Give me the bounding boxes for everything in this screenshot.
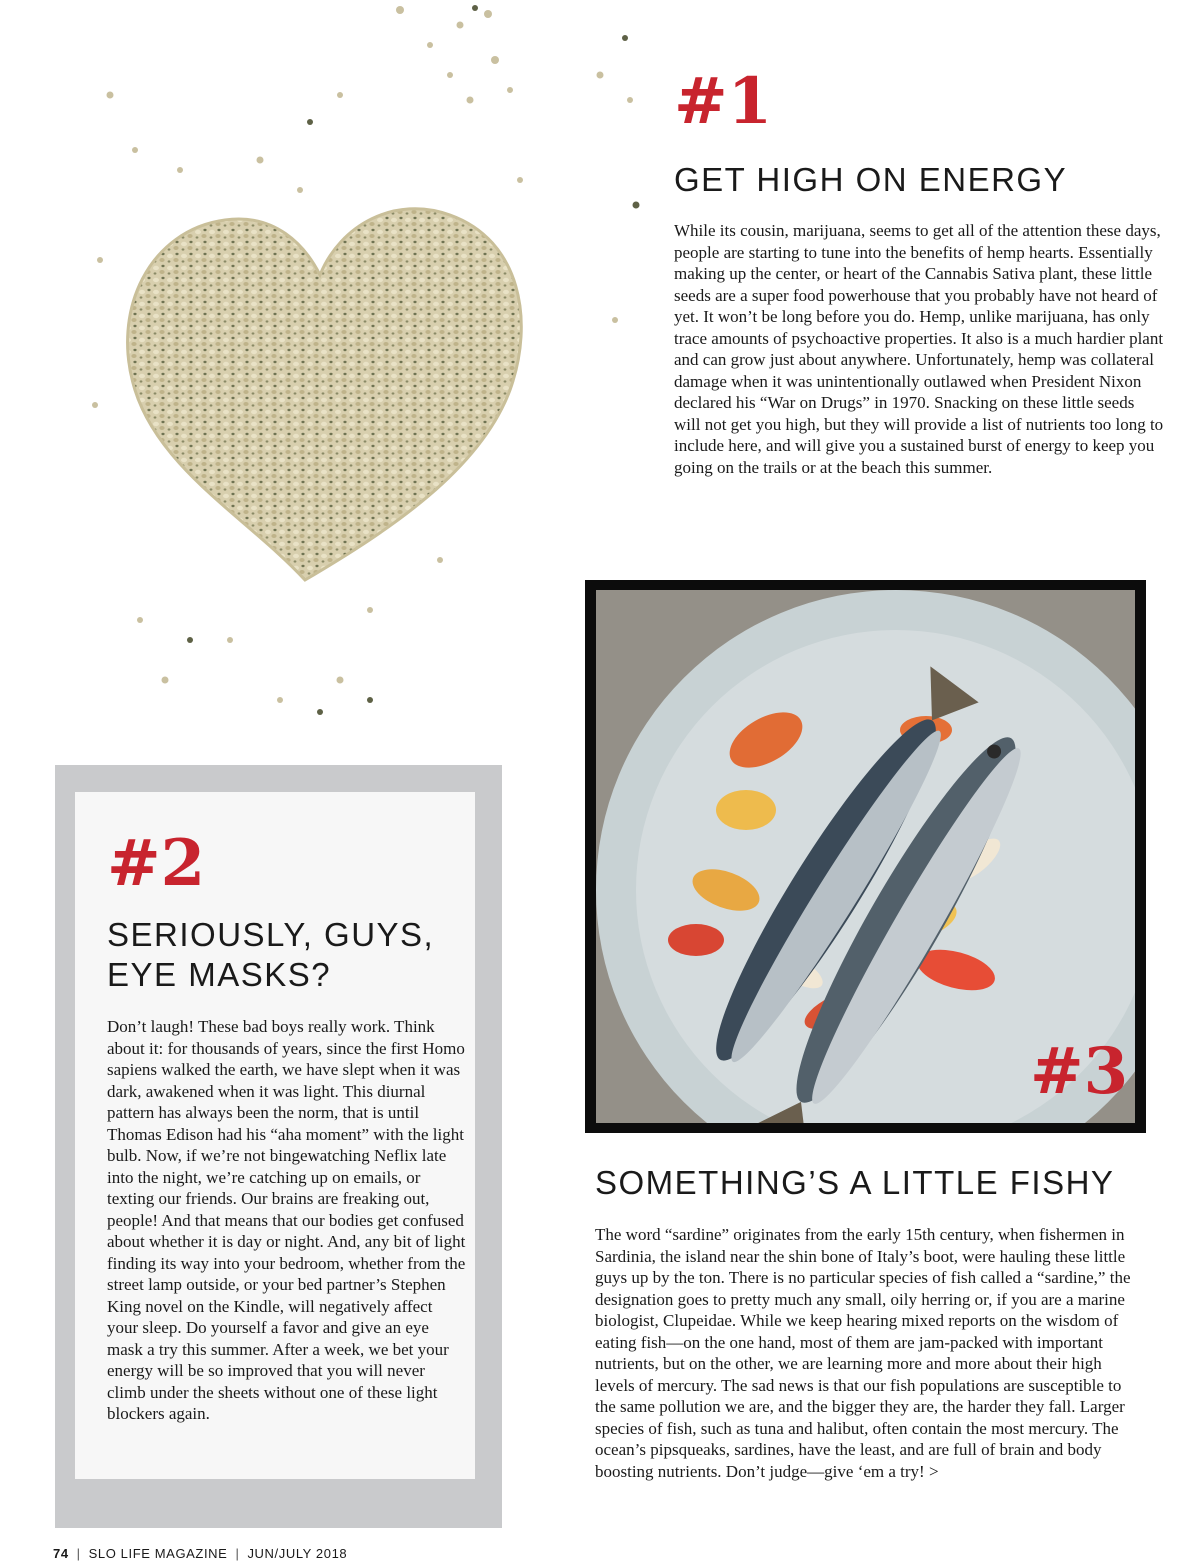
section-number-3: #3 [1030,1034,1129,1109]
footer-divider: | [76,1546,81,1561]
section-body-1: While its cousin, marijuana, seems to get all of the attention these days, people are starting to tune into the benefits of hemp hearts. Essentially making up the center, or heart of the Cannabis Sativa plant, these little seeds are a super food powerhouse that you probably have not heard of yet. It won’t be long before you do. Hemp, unlike marijuana, has only trace amounts of psychoactive properties. It also is a much hardier plant and can grow just about anywhere. Unfortunately, hemp was collateral damage when it was unintentionally outlawed when President Nixon declared his “War on Drugs” in 1970. Snacking on these little seeds will not get you high, but they will provide a list of nutrients too long to include here, and will give you a sustained burst of energy to keep you going on the trails or at the beach this summer. [674,221,1164,477]
section-body-2: Don’t laugh! These bad boys really work. Think about it: for thousands of years, since the first Homo sapiens walked the earth, we have slept when it was dark, awakened when it was light. This diurnal pattern has always been the norm, that is until Thomas Edison had his “aha moment” with the light bulb. Now, if we’re not bingewatching Neflix late into the night, we’re catching up on emails, or texting our friends. Our brains are freaking out, people! And that means that our bodies get confused about whether it is day or night. And, any bit of light finding its way into your bedroom, whether from the street lamp outside, or your bed partner’s Stephen King novel on the Kindle, will negatively affect your sleep. Do yourself a favor and give an eye mask a try this summer. After a week, we bet your energy will be so improved that you will never climb under the sheets without one of these light blockers again. [107,1017,466,1423]
footer-divider: | [235,1546,240,1561]
hemp-heart-image [40,0,660,740]
section-body-3: The word “sardine” originates from the early 15th century, when fishermen in Sardinia, the island near the shin bone of Italy’s boot, were hauling these little guys up by the ton. There is no particular species of fish called a “sardine,” the designation goes to pretty much any small, oily herring or, if you are a marine biologist, Clupeidae. While we keep hearing mixed reports on the wisdom of eating fish—on the one hand, most of them are jam-packed with important nutrients, but on the other, we are learning more and more about their high levels of mercury. The sad news is that our fish populations are susceptible to the same pollution we are, and the bigger they are, the harder they fall. Larger species of fish, such as tuna and halibut, often contain the most mercury. The ocean’s pipsqueaks, sardines, have the least, and are full of brain and body boosting nutrients. Don’t judge—give ‘em a try! > [595,1225,1131,1481]
magazine-name: SLO LIFE MAGAZINE [88,1546,228,1561]
section-number-2: #2 [107,826,206,901]
section-heading-3: SOMETHING’S A LITTLE FISHY [595,1164,1115,1201]
section-heading-2-line1: SERIOUSLY, GUYS, [107,916,435,953]
section-number-1: #1 [674,64,773,139]
issue-date: JUN/JULY 2018 [247,1546,348,1561]
page-footer [53,1546,347,1561]
section-heading-2 [107,915,477,994]
page-number: 74 [53,1546,69,1561]
section-heading-1: GET HIGH ON ENERGY [674,161,1068,198]
section-heading-2-line2: EYE MASKS? [107,955,332,993]
